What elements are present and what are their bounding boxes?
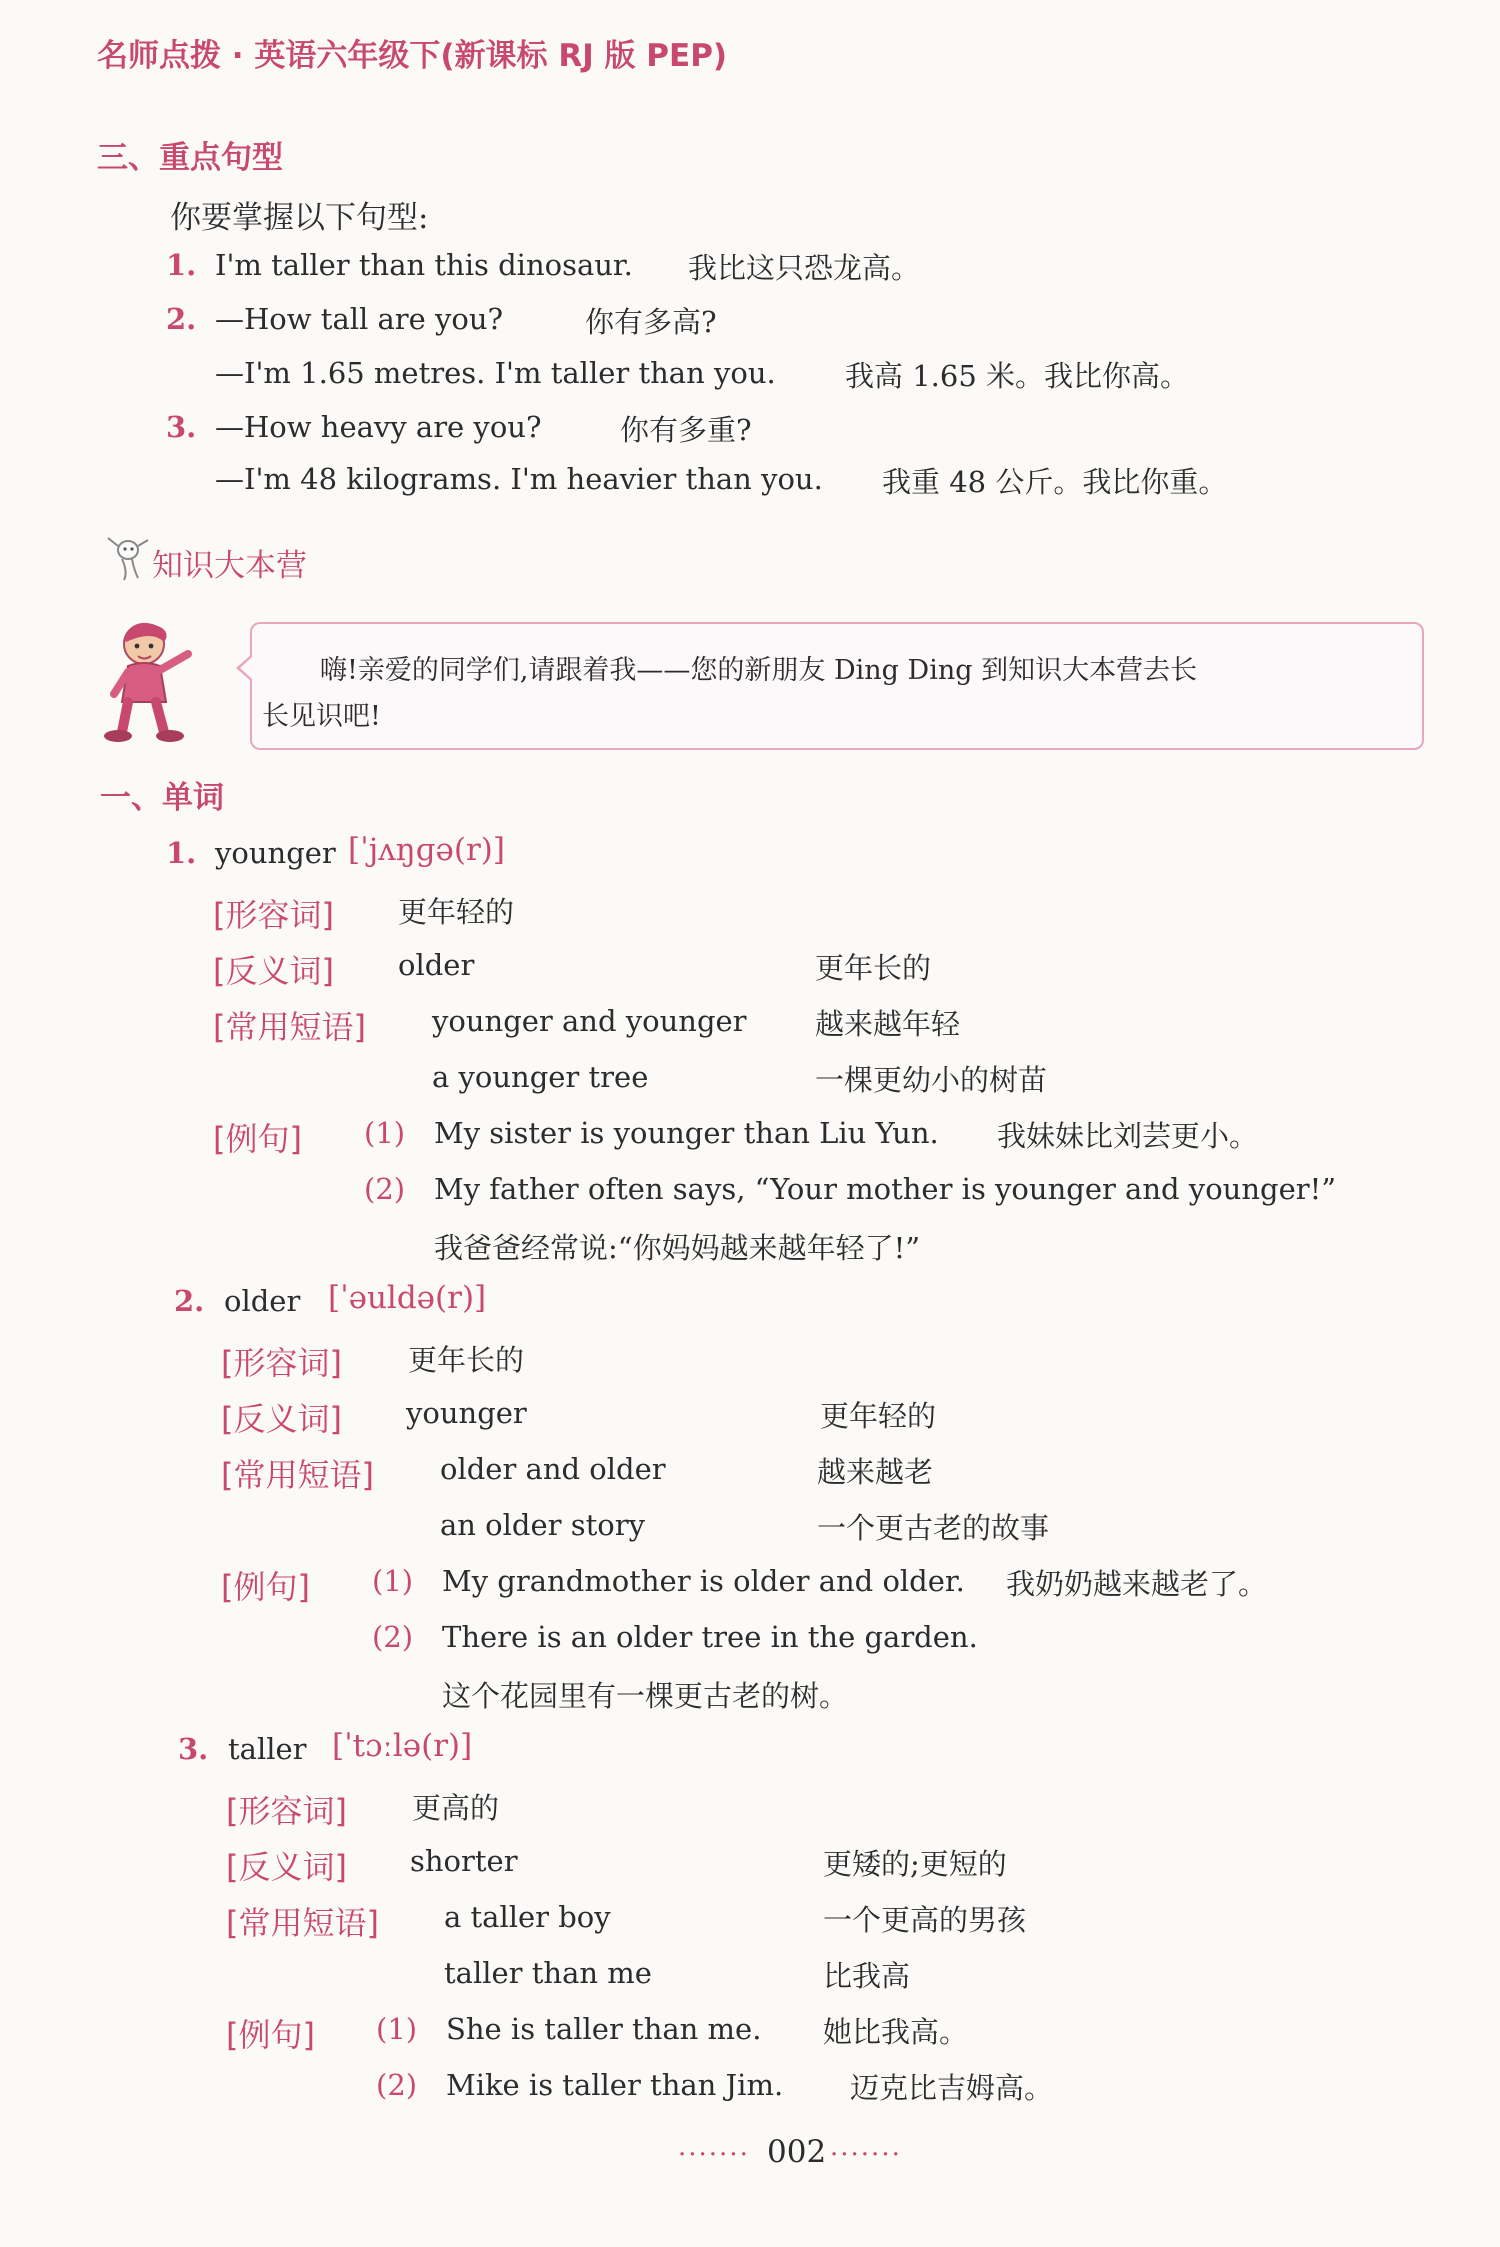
definition: 更年轻的 — [398, 895, 515, 929]
phrase-zh: 一个更古老的故事 — [817, 1511, 1050, 1545]
sentence-number: 2. — [166, 302, 197, 336]
phonetic: [ˈjʌŋɡə(r)] — [348, 832, 505, 868]
phrase-en: an older story — [440, 1508, 645, 1542]
phrase-en: taller than me — [444, 1956, 652, 1990]
tag-antonym: [反义词] — [226, 1848, 347, 1886]
example-zh: 我奶奶越来越老了。 — [1006, 1567, 1268, 1601]
sentence-number: 3. — [166, 410, 197, 444]
headword: taller — [228, 1732, 307, 1766]
page-number-dots-left: ······· — [678, 2140, 750, 2170]
mascot-small-icon — [104, 532, 152, 582]
section-heading-words: 一、单词 — [100, 780, 224, 816]
sentence-number: 1. — [166, 248, 197, 282]
tag-adjective: [形容词] — [213, 896, 334, 934]
page-number-dots-right: ······· — [830, 2140, 902, 2170]
page-number: 002 — [767, 2134, 827, 2170]
example-en: My father often says, “Your mother is younger and younger!” — [434, 1172, 1337, 1206]
word-number: 3. — [178, 1732, 209, 1766]
headword: older — [224, 1284, 301, 1318]
bubble-line-1: 嗨!亲爱的同学们,请跟着我——您的新朋友 Ding Ding 到知识大本营去长 — [320, 655, 1198, 686]
example-en: My sister is younger than Liu Yun. — [434, 1116, 939, 1150]
example-en: Mike is taller than Jim. — [446, 2068, 784, 2102]
phrase-en: a taller boy — [444, 1900, 611, 1934]
example-zh: 迈克比吉姆高。 — [850, 2071, 1054, 2105]
phonetic: [ˈəuldə(r)] — [328, 1280, 487, 1316]
antonym-en: older — [398, 948, 475, 982]
definition: 更年长的 — [408, 1343, 525, 1377]
tag-phrases: [常用短语] — [226, 1904, 379, 1942]
example-zh: 她比我高。 — [823, 2015, 969, 2049]
definition: 更高的 — [412, 1791, 500, 1825]
example-number: (2) — [376, 2068, 418, 2102]
tag-examples: [例句] — [226, 2016, 315, 2054]
phrase-zh: 一棵更幼小的树苗 — [815, 1063, 1048, 1097]
phrase-zh: 比我高 — [823, 1959, 911, 1993]
example-en: She is taller than me. — [446, 2012, 762, 2046]
tag-phrases: [常用短语] — [221, 1456, 374, 1494]
sentence-en: I'm taller than this dinosaur. — [215, 248, 633, 282]
sentence-zh: 我比这只恐龙高。 — [688, 251, 921, 285]
phrase-zh: 越来越年轻 — [815, 1007, 961, 1041]
phrase-en: older and older — [440, 1452, 666, 1486]
example-zh: 这个花园里有一棵更古老的树。 — [442, 1679, 849, 1713]
tag-adjective: [形容词] — [221, 1344, 342, 1382]
example-number: (1) — [376, 2012, 418, 2046]
antonym-zh: 更年长的 — [815, 951, 932, 985]
sentence-zh: 我高 1.65 米。我比你高。 — [845, 359, 1190, 393]
sentence-zh: 我重 48 公斤。我比你重。 — [882, 465, 1228, 499]
speech-bubble-text — [262, 648, 1412, 740]
tag-examples: [例句] — [221, 1568, 310, 1606]
sentence-en: —How heavy are you? — [215, 410, 542, 444]
phrase-zh: 一个更高的男孩 — [823, 1903, 1027, 1937]
sentence-en: —How tall are you? — [215, 302, 504, 336]
tag-adjective: [形容词] — [226, 1792, 347, 1830]
tag-phrases: [常用短语] — [213, 1008, 366, 1046]
example-number: (2) — [364, 1172, 406, 1206]
example-zh: 我妹妹比刘芸更小。 — [997, 1119, 1259, 1153]
ding-ding-mascot-icon — [96, 614, 200, 744]
headword: younger — [215, 836, 336, 870]
antonym-zh: 更矮的;更短的 — [823, 1847, 1007, 1881]
example-en: My grandmother is older and older. — [442, 1564, 965, 1598]
tag-examples: [例句] — [213, 1120, 302, 1158]
antonym-en: younger — [406, 1396, 527, 1430]
antonym-zh: 更年轻的 — [820, 1399, 937, 1433]
phrase-en: younger and younger — [432, 1004, 747, 1038]
sentence-en: —I'm 1.65 metres. I'm taller than you. — [215, 356, 776, 390]
sentence-en: —I'm 48 kilograms. I'm heavier than you. — [215, 462, 823, 496]
example-en: There is an older tree in the garden. — [442, 1620, 978, 1654]
running-header: 名师点拨 · 英语六年级下(新课标 RJ 版 PEP) — [97, 38, 728, 74]
example-zh: 我爸爸经常说:“你妈妈越来越年轻了!” — [434, 1231, 921, 1265]
sentence-zh: 你有多高? — [585, 305, 717, 339]
section-intro: 你要掌握以下句型: — [170, 200, 429, 236]
tag-antonym: [反义词] — [221, 1400, 342, 1438]
word-number: 1. — [166, 836, 197, 870]
tag-antonym: [反义词] — [213, 952, 334, 990]
phrase-en: a younger tree — [432, 1060, 649, 1094]
word-number: 2. — [174, 1284, 205, 1318]
example-number: (1) — [372, 1564, 414, 1598]
sentence-zh: 你有多重? — [620, 413, 752, 447]
phrase-zh: 越来越老 — [817, 1455, 934, 1489]
phonetic: [ˈtɔːlə(r)] — [332, 1728, 473, 1764]
example-number: (2) — [372, 1620, 414, 1654]
bubble-line-2: 长见识吧! — [262, 701, 381, 732]
antonym-en: shorter — [410, 1844, 518, 1878]
section-heading-key-sentences: 三、重点句型 — [97, 140, 283, 176]
knowledge-camp-title: 知识大本营 — [152, 548, 307, 584]
example-number: (1) — [364, 1116, 406, 1150]
